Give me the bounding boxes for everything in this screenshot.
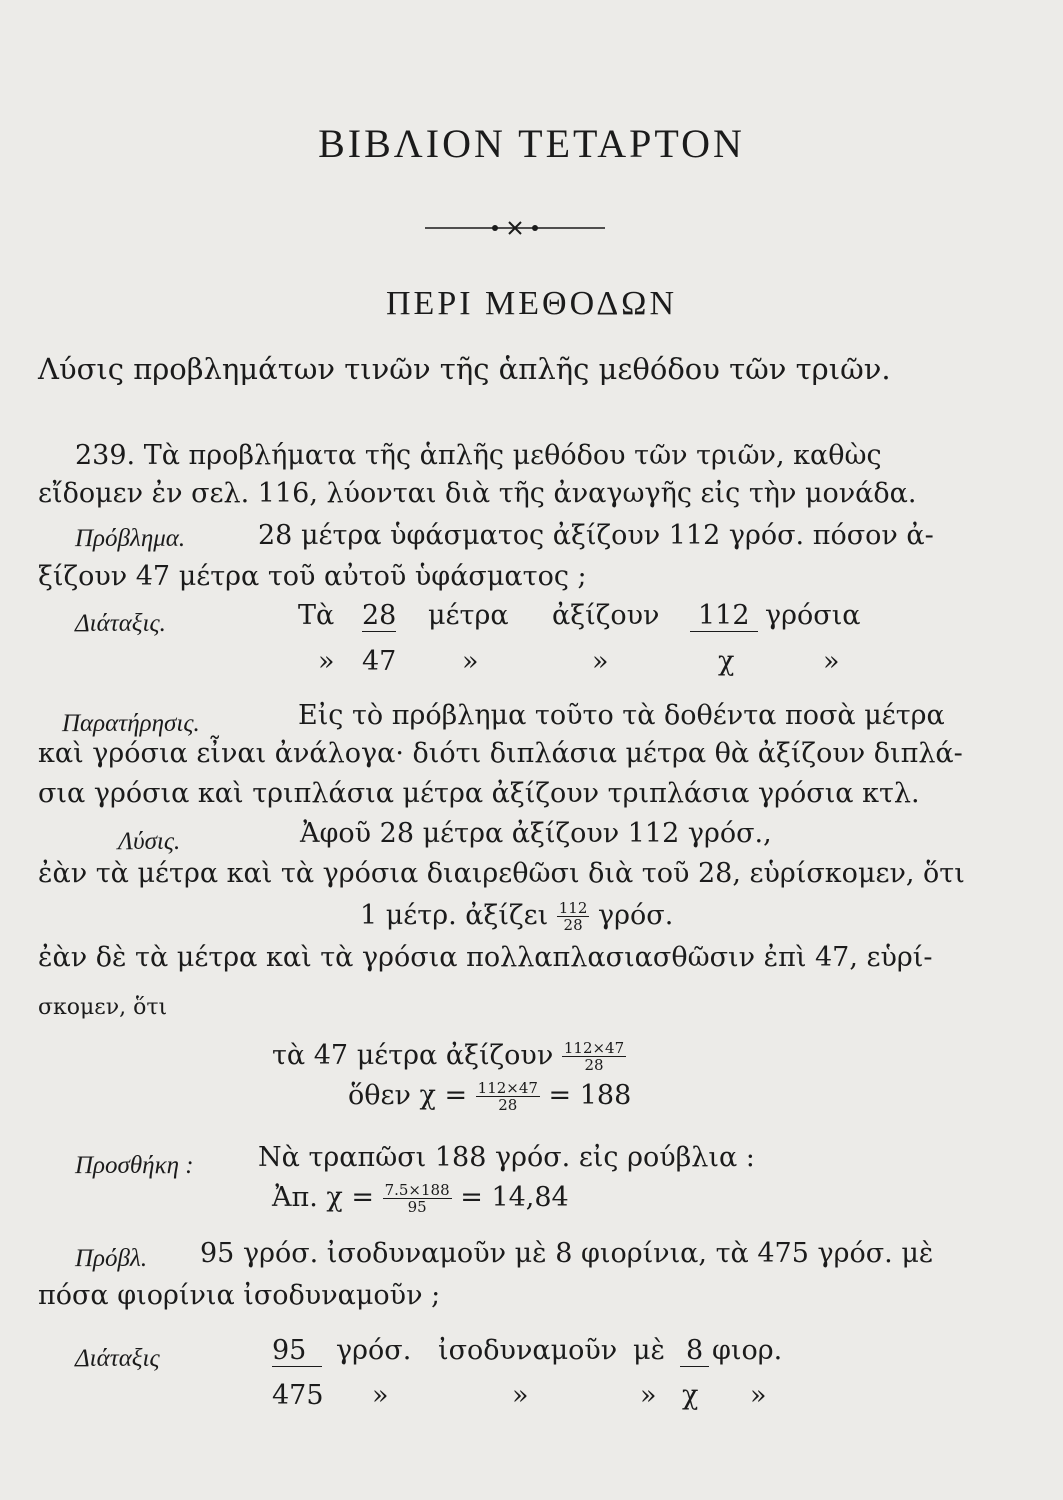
solution-line-2: ἐὰν τὰ μέτρα καὶ τὰ γρόσια διαιρεθῶσι διὰ τοῦ 28, εὑρίσκομεν, ὅτι [38,858,965,889]
addendum-line-2-result: = 14,84 [460,1182,569,1213]
layout-row-1-c: μέτρα [428,600,509,631]
problem2-line-1: 95 γρόσ. ἰσοδυναμοῦν μὲ 8 φιορίνια, τὰ 475 γρόσ. μὲ [200,1238,934,1269]
problem2-line-2: πόσα φιορίνια ἰσοδυναμοῦν ; [38,1280,441,1311]
solution-line-1: Ἀφοῦ 28 μέτρα ἀξίζουν 112 γρόσ., [300,818,772,849]
book-title: ΒΙΒΛΙΟΝ ΤΕΤΑΡΤΟΝ [318,121,745,166]
para-239-line-2: εἴδομεν ἐν σελ. 116, λύονται διὰ τῆς ἀναγωγῆς εἰς τὴν μονάδα. [38,478,917,509]
solution-line-4: ἐὰν δὲ τὰ μέτρα καὶ τὰ γρόσια πολλαπλασιασθῶσιν ἐπὶ 47, εὑρί- [38,942,933,973]
problem-label: Πρόβλημα. [75,525,186,552]
problem-line-1: 28 μέτρα ὑφάσματος ἀξίζουν 112 γρόσ. πόσον ἀ- [258,520,934,551]
solution-line-5: σκομεν, ὅτι [38,995,168,1020]
fraction-112x47-over-28 [562,1040,626,1073]
remark-line-3: σια γρόσια καὶ τριπλάσια μέτρα ἀξίζουν τριπλάσια γρόσια κτλ. [38,778,920,809]
solution-line-3-unit: γρόσ. [598,900,674,931]
equation-line-2-lhs: ὅθεν χ = [348,1080,468,1111]
addendum-label: Προσθήκη : [75,1152,194,1179]
layout2-label: Διάταξις [75,1345,160,1372]
layout-row-1-e: 112 [690,600,758,632]
layout-label: Διάταξις. [75,610,166,637]
layout2-row-1-d: μὲ [633,1335,666,1366]
remark-line-2: καὶ γρόσια εἶναι ἀνάλογα· διότι διπλάσια μέτρα θὰ ἀξίζουν διπλά- [38,738,963,769]
fraction-denominator: 28 [498,1096,518,1114]
section-subtitle: Λύσις προβλημάτων τινῶν τῆς ἁπλῆς μεθόδου τῶν τριῶν. [38,352,891,386]
ornament-divider [425,218,605,238]
layout-row-2-d: » [592,646,609,677]
solution-label: Λύσις. [118,828,181,855]
layout-row-1-f: γρόσια [765,600,861,631]
addendum-line-2-lhs: Ἀπ. χ = [272,1182,374,1213]
layout2-row-1-a: 95 [272,1335,322,1367]
layout2-row-2-f: » [750,1380,767,1411]
layout2-row-1-c: ἰσοδυναμοῦν [438,1335,618,1366]
layout-row-1-d: ἀξίζουν [552,600,660,631]
fraction-numerator: 112×47 [563,1039,625,1057]
equation-line-1 [272,1040,626,1073]
problem2-label: Πρόβλ. [75,1245,148,1272]
remark-line-1: Εἰς τὸ πρόβλημα τοῦτο τὰ δοθέντα ποσὰ μέτρα [298,700,945,731]
equation-line-2-result: = 188 [548,1080,632,1111]
addendum-line-2 [272,1182,569,1215]
remark-label: Παρατήρησις. [62,710,200,737]
layout2-row-2-c: » [512,1380,529,1411]
layout-row-1-b: 28 [362,600,397,631]
layout2-row-2-b: » [372,1380,389,1411]
fraction-denominator: 28 [584,1056,604,1074]
problem-line-2: ξίζουν 47 μέτρα τοῦ αὐτοῦ ὑφάσματος ; [38,561,587,592]
fraction-112-over-28 [557,900,590,933]
fraction-numerator: 7.5×188 [384,1181,450,1199]
fraction-numerator: 112 [558,899,588,917]
layout2-row-1-f: φιορ. [712,1335,783,1366]
layout-row-2-e: χ [718,646,735,677]
layout-row-2-a: » [318,646,335,677]
equation-line-2 [348,1080,631,1113]
fraction-denominator: 95 [407,1198,427,1216]
layout2-row-1-e: 8 [680,1335,709,1367]
fraction-denominator: 28 [563,916,583,934]
layout-row-1-a: Τὰ [298,600,335,631]
layout2-row-2-e: χ [682,1380,699,1411]
para-239-line-1: 239. Τὰ προβλήματα τῆς ἁπλῆς μεθόδου τῶν τριῶν, καθὼς [75,440,882,471]
equation-line-1-text: τὰ 47 μέτρα ἀξίζουν [272,1040,554,1071]
fraction-112x47-over-28-b [476,1080,540,1113]
solution-line-3-text: 1 μέτρ. ἀξίζει [360,900,549,931]
layout-row-2-b: 47 [362,646,397,677]
section-heading: ΠΕΡΙ ΜΕΘΟΔΩΝ [386,285,677,322]
layout2-row-2-a: 475 [272,1380,324,1411]
layout-row-2-f: » [823,646,840,677]
fraction-7-5x188-over-95 [383,1182,452,1215]
addendum-line-1: Νὰ τραπῶσι 188 γρόσ. εἰς ρούβλια : [258,1142,755,1173]
solution-line-3 [360,900,673,933]
layout2-row-1-b: γρόσ. [336,1335,412,1366]
layout2-row-2-d: » [640,1380,657,1411]
fraction-numerator: 112×47 [477,1079,538,1097]
layout-row-2-c: » [462,646,479,677]
